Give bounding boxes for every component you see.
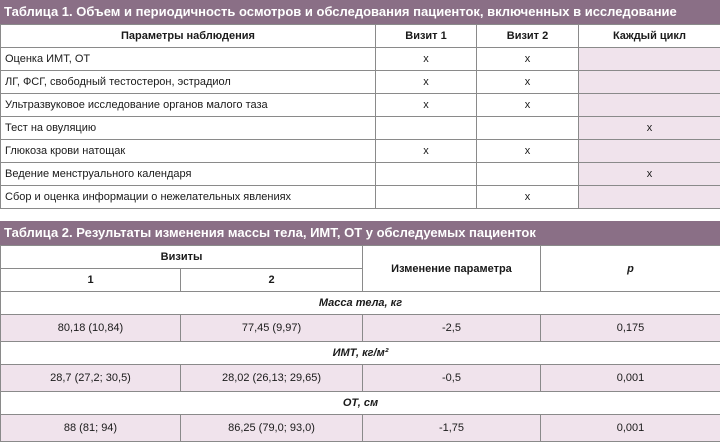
table2-title: Таблица 2. Результаты изменения массы тела, ИМТ, ОТ у обследуемых пациенток xyxy=(0,221,720,245)
table1-cell-param: Оценка ИМТ, ОТ xyxy=(1,48,376,71)
table2-cell-v2: 86,25 (79,0; 93,0) xyxy=(181,415,363,442)
table2-value-row xyxy=(1,315,720,342)
table2-section-row xyxy=(1,342,720,365)
table2-section-label: ИМТ, кг/м² xyxy=(1,342,720,365)
table1-cell-visit2: x xyxy=(477,186,579,209)
table1-cell-cycle xyxy=(579,140,720,163)
table1-cell-visit1: x xyxy=(376,140,477,163)
table2-value-row xyxy=(1,415,720,442)
table1-cell-cycle xyxy=(579,71,720,94)
table1-header-visit2: Визит 2 xyxy=(477,25,579,48)
table2-section-label: ОТ, см xyxy=(1,392,720,415)
table1-cell-visit2: x xyxy=(477,48,579,71)
table1-cell-visit1 xyxy=(376,117,477,140)
table1-row xyxy=(1,71,720,94)
table2 xyxy=(0,245,720,442)
table1-cell-cycle: x xyxy=(579,163,720,186)
table1-row xyxy=(1,48,720,71)
table1-row xyxy=(1,186,720,209)
table1-cell-visit2 xyxy=(477,117,579,140)
table2-cell-v2: 77,45 (9,97) xyxy=(181,315,363,342)
table1-cell-visit1 xyxy=(376,163,477,186)
table1-header-visit1: Визит 1 xyxy=(376,25,477,48)
table2-cell-v1: 28,7 (27,2; 30,5) xyxy=(1,365,181,392)
table1-row xyxy=(1,140,720,163)
table1-cell-param: Сбор и оценка информации о нежелательных явлениях xyxy=(1,186,376,209)
table1-cell-cycle: x xyxy=(579,117,720,140)
table1-cell-cycle xyxy=(579,94,720,117)
table1-cell-param: Тест на овуляцию xyxy=(1,117,376,140)
table2-header-visits: Визиты xyxy=(1,246,363,269)
table1-cell-cycle xyxy=(579,48,720,71)
table2-section-row xyxy=(1,292,720,315)
table1-cell-param: Ведение менструального календаря xyxy=(1,163,376,186)
table1-header-cycle: Каждый цикл xyxy=(579,25,720,48)
table2-cell-p: 0,001 xyxy=(541,415,720,442)
table2-cell-p: 0,175 xyxy=(541,315,720,342)
table2-cell-v1: 80,18 (10,84) xyxy=(1,315,181,342)
table1-cell-visit2: x xyxy=(477,140,579,163)
table1-cell-param: ЛГ, ФСГ, свободный тестостерон, эстрадиол xyxy=(1,71,376,94)
table2-header-visit2: 2 xyxy=(181,269,363,292)
table1-cell-visit1: x xyxy=(376,71,477,94)
table1-header-param: Параметры наблюдения xyxy=(1,25,376,48)
table1-cell-visit1 xyxy=(376,186,477,209)
table1-header-row xyxy=(1,25,720,48)
table1-cell-visit1: x xyxy=(376,48,477,71)
table1-cell-visit2: x xyxy=(477,71,579,94)
table1 xyxy=(0,24,720,209)
table1-row xyxy=(1,117,720,140)
table1-cell-visit2 xyxy=(477,163,579,186)
table1-cell-param: Ультразвуковое исследование органов малого таза xyxy=(1,94,376,117)
table2-value-row xyxy=(1,365,720,392)
table1-title: Таблица 1. Объем и периодичность осмотров и обследования пациенток, включенных в исследование xyxy=(0,0,720,24)
table2-cell-change: -0,5 xyxy=(363,365,541,392)
table1-cell-visit2: x xyxy=(477,94,579,117)
table1-row xyxy=(1,94,720,117)
table2-header-change: Изменение параметра xyxy=(363,246,541,292)
table2-cell-v1: 88 (81; 94) xyxy=(1,415,181,442)
table1-cell-param: Глюкоза крови натощак xyxy=(1,140,376,163)
table1-row xyxy=(1,163,720,186)
table2-cell-p: 0,001 xyxy=(541,365,720,392)
table2-header-p: p xyxy=(541,246,720,292)
table2-cell-v2: 28,02 (26,13; 29,65) xyxy=(181,365,363,392)
table2-header-visit1: 1 xyxy=(1,269,181,292)
table2-cell-change: -1,75 xyxy=(363,415,541,442)
table2-cell-change: -2,5 xyxy=(363,315,541,342)
table1-cell-visit1: x xyxy=(376,94,477,117)
table1-cell-cycle xyxy=(579,186,720,209)
table2-section-label: Масса тела, кг xyxy=(1,292,720,315)
table2-header-row xyxy=(1,246,720,269)
table2-section-row xyxy=(1,392,720,415)
